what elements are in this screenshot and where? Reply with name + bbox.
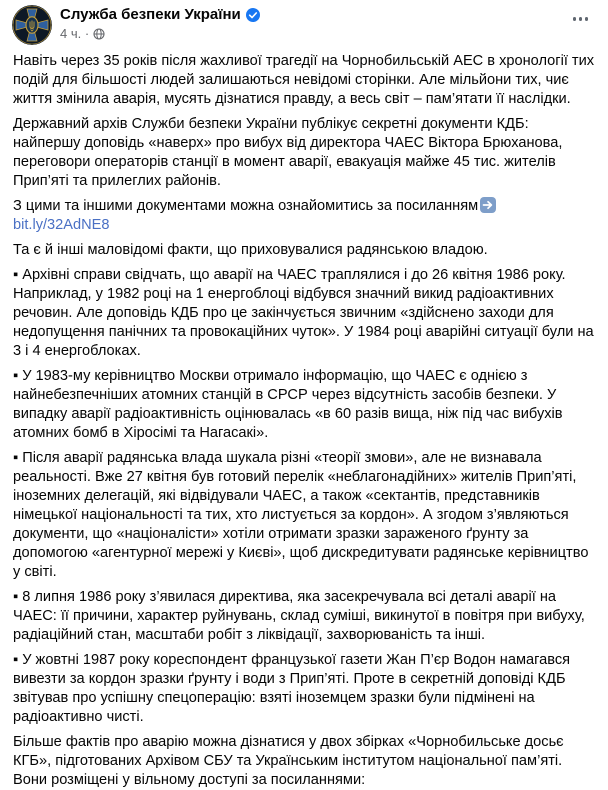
header-info (60, 5, 567, 42)
post-fact-item: ▪ 8 липня 1986 року з’явилася директива, яка засекречувала всі деталі аварії на ЧАЕС: її причини, характер руйнувань, склад суміші, викинутої в повітря при вибуху, радіаційний стан, масштаби робіт з ліквідації, захворюваність та інші. (13, 589, 585, 643)
post-paragraph: Більше фактів про аварію можна дізнатися у двох збірках «Чорнобильське досьє КГБ», підготованих Архівом СБУ та Українським інститутом національної пам’яті. Вони розміщені у вільному доступі за посиланнями: (13, 734, 564, 788)
sbu-emblem-icon (12, 5, 52, 45)
post-paragraph: Державний архів Служби безпеки України публікує секретні документи КДБ: найпершу доповідь «наверх» про вибух від директора ЧАЕС Віктора Брюханова, переговори операторів станції в момент аварії, евакуація майже 45 тис. жителів Прип’яті та прилеглих районів. (13, 116, 563, 189)
post-fact-item: ▪ Архівні справи свідчать, що аварії на ЧАЕС траплялися і до 26 квітня 1986 року. Наприклад, у 1982 році на 1 енергоблоці відбувся значний викид радіоактивних речовин. Але доповідь КДБ про це закінчується звичним «здійснено заходи для недопущення панічних та провокаційних чуток». У 1984 році аварійні ситуації були на 3 і 4 енергоблоках. (13, 267, 594, 359)
post-paragraph: Навіть через 35 років після жахливої трагедії на Чорнобильській АЕС в хронології тих подій для більшості людей залишаються невідомі сторінки. Але мільйони тих, чиє життя змінила аварія, мусять дізнатися правду, а весь світ – пам’ятати її наслідки. (13, 53, 595, 107)
link-line-text: З цими та іншими документами можна ознайомитись за посиланням (13, 198, 479, 214)
more-options-button[interactable] (567, 9, 595, 29)
post-body (0, 50, 608, 790)
page-name[interactable]: Служба безпеки України (60, 6, 241, 23)
post-paragraph: Та є й інші маловідомі факти, що приховувалися радянською владою. (13, 242, 488, 258)
post-header (0, 0, 608, 50)
post-fact-item: ▪ У жовтні 1987 року кореспондент французької газети Жан П’єр Водон намагався вивезти за кордон зразки ґрунту і води з Прип’яті. Проте в секретній доповіді КДБ звітував про успішну спецоперацію: взяті іноземцем зразки були підмінені на радіоактивно чисті. (13, 652, 571, 725)
post-fact-item: ▪ У 1983-му керівництво Москви отримало інформацію, що ЧАЕС є однією з найнебезпечніших атомних станцій в СРСР через відсутність засобів безпеки. У випадку аварії радіоактивність оцінювалась «в 60 разів вища, ніж під час вибухів атомних бомб в Хіросімі та Нагасакі». (13, 368, 563, 441)
page-avatar[interactable] (12, 5, 52, 45)
right-arrow-emoji-icon (480, 197, 496, 213)
globe-icon (93, 28, 105, 40)
verified-badge-icon (246, 8, 260, 22)
post-paragraph-link (13, 197, 595, 235)
bitly-link[interactable]: bit.ly/32AdNE8 (13, 217, 110, 233)
post-timestamp[interactable]: 4 ч. · (60, 26, 90, 41)
post-fact-item: ▪ Після аварії радянська влада шукала різні «теорії змови», але не визнавала реальності. Вже 27 квітня був готовий перелік «неблагонадійних» жителів Прип’яті, іноземних делегацій, які відвідували ЧАЕС, а також «сектантів, представників німецької національності та тих, хто листується за кордон». А згодом з’являються документи, що «націоналісти» хотіли отримати зразки зараженого ґрунту за допомогою «агентурної мережі у Києві», щоб дискредитувати радянське керівництво у світі. (13, 450, 589, 580)
